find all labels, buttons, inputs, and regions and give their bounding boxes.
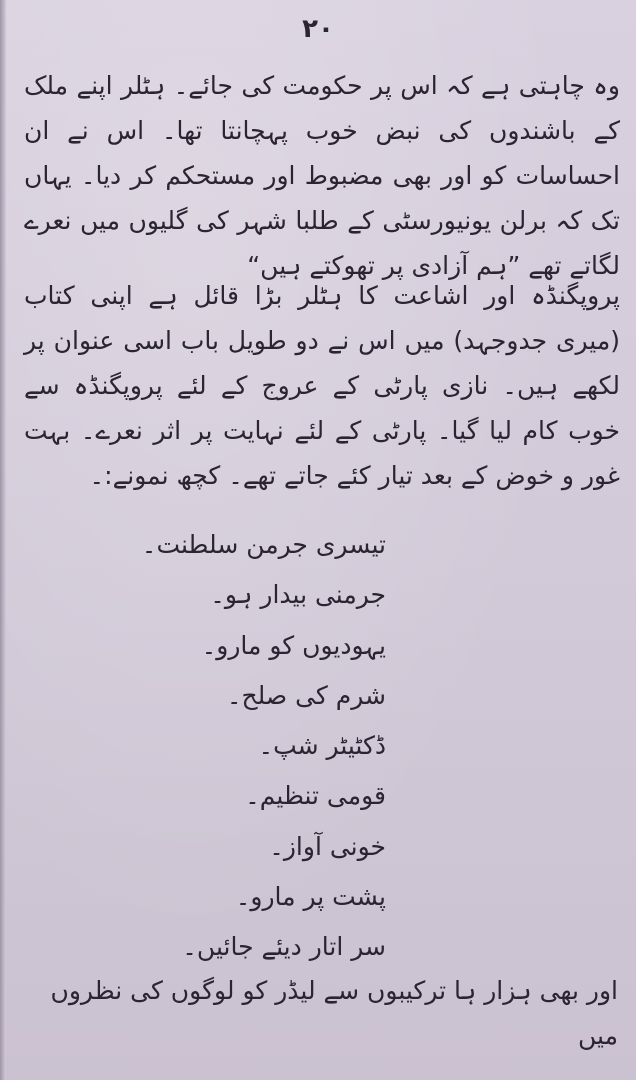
slogan-list [26,520,386,973]
slogan-item: تیسری جرمن سلطنت۔ [141,530,386,559]
slogan-item: جرمنی بیدار ہو۔ [210,580,386,610]
page-edge-shadow [0,0,6,1080]
closing-line: اور بھی ہزار ہا ترکیبوں سے لیڈر کو لوگوں کی نظروں میں [50,976,618,1050]
slogan-item: قومی تنظیم۔ [245,781,386,811]
slogan-item: یہودیوں کو مارو۔ [201,630,386,660]
slogan-item: پشت پر مارو۔ [235,882,386,912]
slogan-item: خونی آواز۔ [269,831,386,861]
paragraph-2: پروپگنڈہ اور اشاعت کا ہٹلر بڑا قائل ہے اپنی کتاب (میری جدوجہد) میں اس نے دو طویل باب اسی عنوان پر لکھے ہیں۔ نازی پارٹی کے عروج کے لئے پروپگنڈہ سے خوب کام لیا گیا۔ پارٹی کے لئے نہایت پر اثر نعرے۔ بہت غور و خوض کے بعد تیار کئے جاتے تھے۔ کچھ نمونے:۔ [24,281,620,490]
slogan-item: ڈکٹیٹر شپ۔ [258,731,386,761]
slogan-item: شرم کی صلح۔ [226,680,386,710]
paragraph-1: وہ چاہتی ہے کہ اس پر حکومت کی جائے۔ ہٹلر اپنے ملک کے باشندوں کی نبض خوب پہچانتا تھا۔ اس نے ان احساسات کو اور بھی مضبوط اور مستحکم کر دیا۔ یہاں تک کہ برلن یونیورسٹی کے طلبا شہر کی گلیوں میں نعرے لگاتے تھے ”ہم آزادی پر تھوکتے ہیں“ [24,71,620,280]
page-number: ۲۰ [302,14,334,44]
slogan-item: سر اتار دیئے جائیں۔ [182,932,386,962]
